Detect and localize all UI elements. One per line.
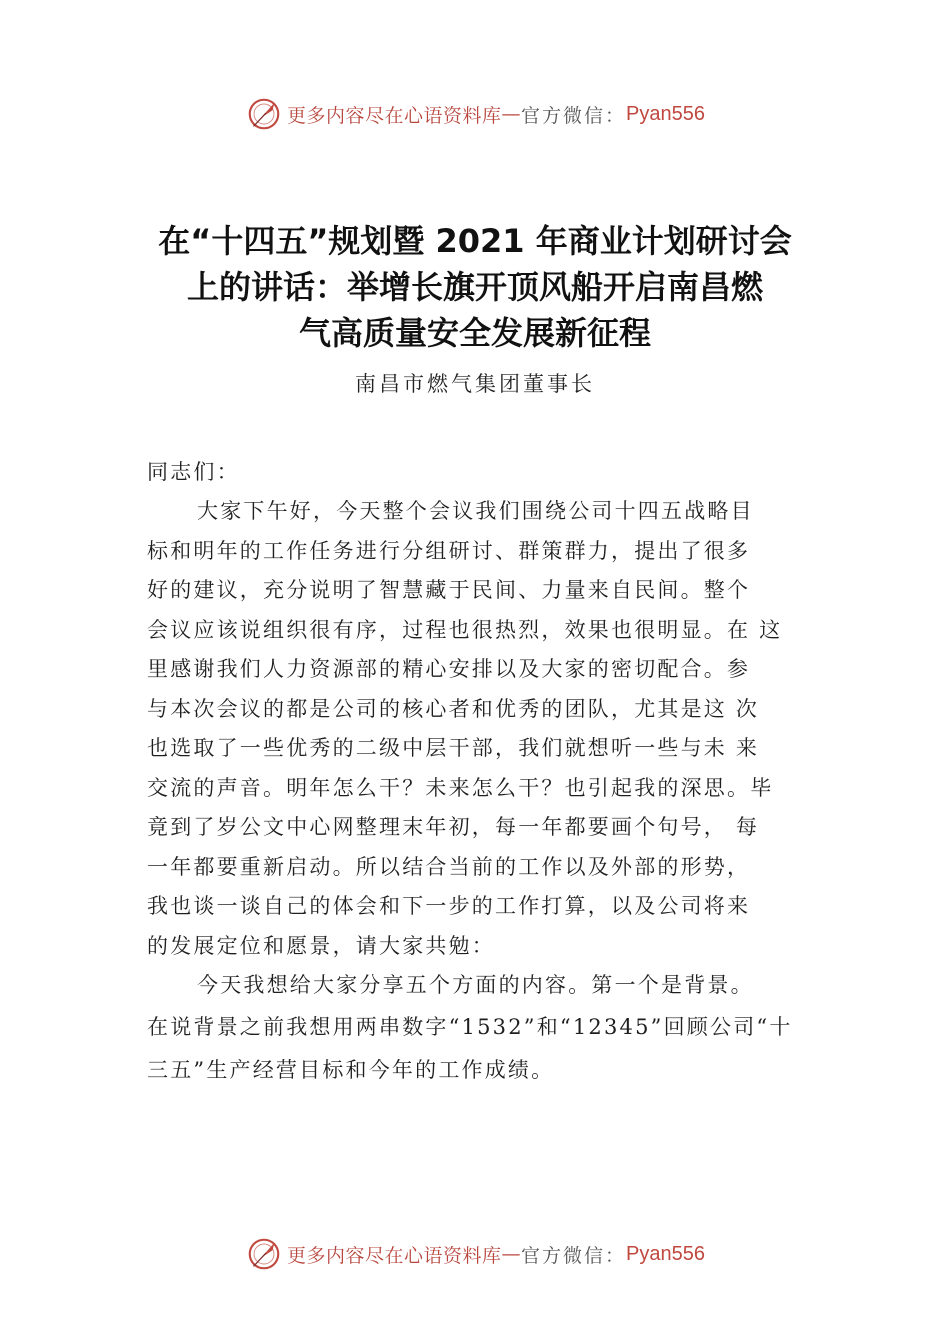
footer-banner [0, 1234, 950, 1274]
text-line: 也选取了一些优秀的二级中层干部，我们就想听一些与未 来 [147, 736, 760, 760]
salutation: 同志们： [147, 460, 240, 484]
paragraph-2 [147, 966, 847, 1092]
text-line: 今天我想给大家分享五个方面的内容。第一个是背景。 [197, 973, 754, 997]
text-line: 三五”生产经营目标和今年的工作成绩。 [147, 1057, 555, 1082]
header-banner [0, 94, 950, 134]
text-line: 在说背景之前我想用两串数字“1532”和“12345”回顾公司“十 [147, 1014, 793, 1039]
banner-text: 更多内容尽在心语资料库 [287, 104, 502, 127]
banner-wechat-id: Pyan556 [626, 1242, 705, 1265]
banner-label: 官方微信： [521, 1244, 627, 1267]
speech-body [147, 452, 847, 1092]
text-line: 交流的声音。明年怎么干？未来怎么干？也引起我的深思。毕 [147, 775, 774, 800]
text-line: 里感谢我们人力资源部的精心安排以及大家的密切配合。参 [147, 657, 751, 681]
quill-seal-icon [245, 95, 283, 133]
text-line: 大家下午好，今天整个会议我们围绕公司十四五战略目 [197, 499, 754, 523]
banner-label: 官方微信： [521, 104, 627, 127]
banner-separator: — [501, 1243, 522, 1265]
text-line: 一年都要重新启动。所以结合当前的工作以及外部的形势， [147, 854, 751, 879]
page-title [120, 218, 830, 356]
banner-wechat-id: Pyan556 [626, 102, 705, 125]
text-line: 会议应该说组织很有序，过程也很热烈，效果也很明显。在 这 [147, 617, 783, 642]
text-line: 我也谈一谈自己的体会和下一步的工作打算，以及公司将来 [147, 894, 751, 918]
title-line: 上的讲话：举增长旗开顶风船开启南昌燃 [186, 268, 763, 306]
paragraph-1 [147, 492, 847, 966]
text-line: 好的建议，充分说明了智慧藏于民间、力量来自民间。整个 [147, 578, 751, 602]
title-line: 在“十四五”规划暨 2021 年商业计划研讨会 [158, 222, 792, 260]
banner-separator: — [501, 103, 522, 125]
text-line: 的发展定位和愿景，请大家共勉： [147, 933, 495, 958]
author-line: 南昌市燃气集团董事长 [355, 372, 595, 396]
title-line: 气高质量安全发展新征程 [298, 314, 651, 352]
text-line: 与本次会议的都是公司的核心者和优秀的团队，尤其是这 次 [147, 696, 760, 721]
quill-seal-icon [245, 1235, 283, 1273]
banner-text: 更多内容尽在心语资料库 [287, 1244, 502, 1267]
text-line: 竟到了岁公文中心网整理末年初，每一年都要画个句号， 每 [147, 815, 760, 839]
text-line: 标和明年的工作任务进行分组研讨、群策群力，提出了很多 [147, 538, 751, 563]
